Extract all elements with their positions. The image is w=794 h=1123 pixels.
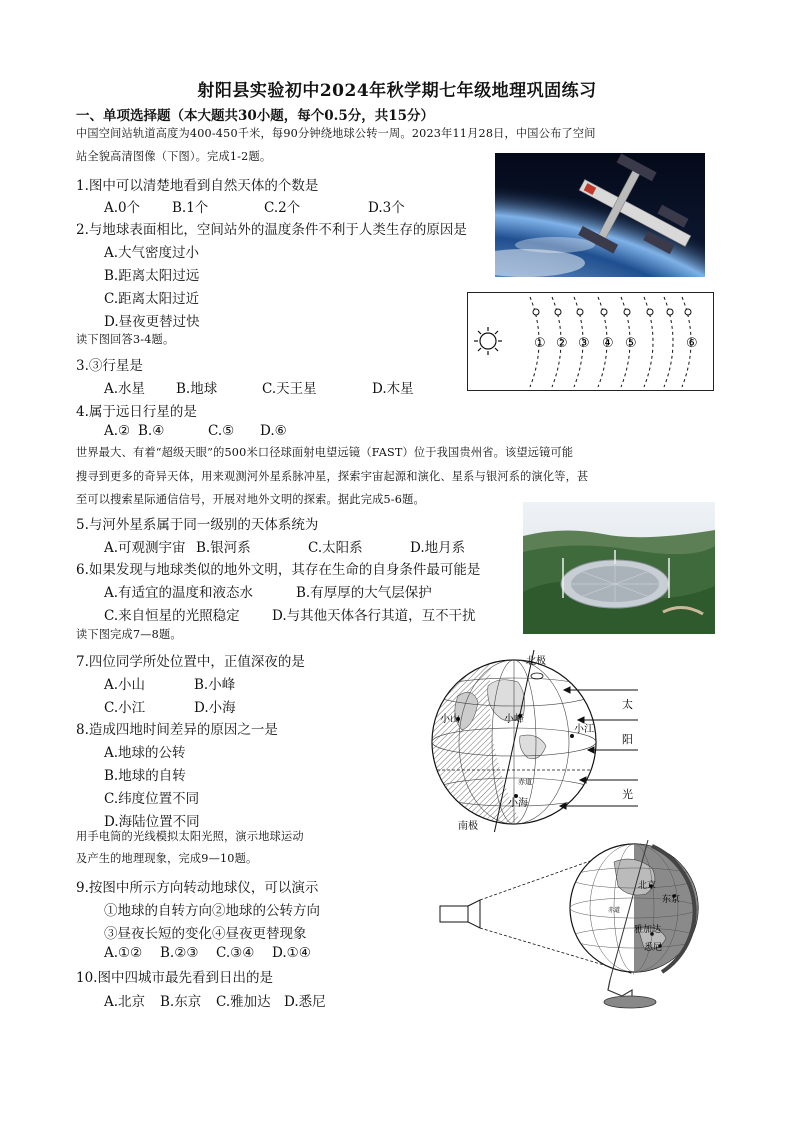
intro-passage-4: 读下图完成7—8题。 [76,628,182,641]
point-label-xiaofeng: 小峰 [504,714,524,725]
q8-option-d[interactable]: D.海陆位置不同 [104,814,200,830]
city-label-sydney: 悉尼 [644,943,663,953]
fast-telescope-image [523,502,715,634]
q8-option-c[interactable]: C.纬度位置不同 [104,791,200,807]
city-label-tokyo: 东京 [662,895,681,905]
q6-option-c[interactable]: C.来自恒星的光照稳定 [104,608,240,624]
q4-option-b[interactable]: B.④ [138,423,165,439]
q9-statement-line-1: ①地球的自转方向②地球的公转方向 [104,903,320,919]
question-1-stem: 1.图中可以清楚地看到自然天体的个数是 [76,178,319,194]
intro-line: 世界最大、有着“超级天眼”的500米口径球面射电望远镜（FAST）位于我国贵州省。该望远镜可能 [76,446,574,459]
q5-option-d[interactable]: D.地月系 [410,540,466,556]
page-title: 射阳县实验初中2024年秋学期七年级地理巩固练习 [197,81,597,101]
question-6-stem: 6.如果发现与地球类似的地外文明，其存在生命的自身条件最可能是 [76,562,481,578]
planet-marker [685,309,691,315]
question-3-stem: 3.③行星是 [76,358,143,374]
planet-marker [624,309,630,315]
q3-option-d[interactable]: D.木星 [372,381,414,397]
q6-option-b[interactable]: B.有厚厚的大气层保护 [296,585,432,601]
planet-number-label: ④ [602,336,614,351]
q9-option-a[interactable]: A.①② [104,945,143,961]
section-heading: 一、单项选择题（本大题共30小题，每个0.5分，共15分） [76,108,435,124]
q2-option-d[interactable]: D.昼夜更替过快 [104,314,200,330]
intro-line: 站全貌高清图像（下图）。完成1-2题。 [76,150,272,163]
solar-system-figure [467,292,714,391]
q4-option-d[interactable]: D.⑥ [260,423,287,439]
intro-passage-3 [76,441,588,512]
intro-line: 用手电筒的光线模拟太阳光照，演示地球运动 [76,830,304,843]
q6-option-a[interactable]: A.有适宜的温度和液态水 [104,585,254,601]
intro-passage-2: 读下图回答3-4题。 [76,333,175,346]
q5-option-c[interactable]: C.太阳系 [308,540,363,556]
q2-option-b[interactable]: B.距离太阳过远 [104,268,200,284]
planet-number-label: ⑥ [686,336,698,351]
point-label-xiaohai: 小海 [508,798,528,809]
point-label-xiaoshan: 小山 [440,714,460,725]
question-8-stem: 8.造成四地时间差异的原因之一是 [76,722,278,738]
planet-number-label: ⑤ [625,336,637,351]
flashlight-icon [440,900,480,928]
q10-option-d[interactable]: D.悉尼 [284,994,326,1010]
question-7-stem: 7.四位同学所处位置中，正值深夜的是 [76,654,305,670]
q1-option-a[interactable]: A.0个 [104,200,141,216]
planet-marker [647,309,653,315]
south-pole-label: 南极 [458,821,478,832]
sunlight-label-1: 太 [622,698,633,711]
equator-label-2: 赤道 [608,907,621,914]
q7-option-d[interactable]: D.小海 [194,700,236,716]
q8-option-b[interactable]: B.地球的自转 [104,768,186,784]
q7-option-c[interactable]: C.小江 [104,700,146,716]
intro-line: 中国空间站轨道高度为400-450千米，每90分钟绕地球公转一周。2023年11月28日，中国公布了空间 [76,127,596,140]
q9-option-b[interactable]: B.②③ [160,945,199,961]
planet-number-label: ② [556,336,568,351]
equator-label: 赤道 [518,778,532,786]
q5-option-a[interactable]: A.可观测宇宙 [104,540,186,556]
q3-option-c[interactable]: C.天王星 [262,381,317,397]
question-10-stem: 10.图中四城市最先看到日出的是 [76,970,273,986]
q2-option-a[interactable]: A.大气密度过小 [104,245,200,261]
q10-option-c[interactable]: C.雅加达 [216,994,271,1010]
city-label-beijing: 北京 [638,881,657,891]
q1-option-c[interactable]: C.2个 [264,200,301,216]
question-5-stem: 5.与河外星系属于同一级别的天体系统为 [76,517,319,533]
q9-statement-line-2: ③昼夜长短的变化④昼夜更替现象 [104,926,307,942]
q3-option-b[interactable]: B.地球 [176,381,218,397]
q7-option-b[interactable]: B.小峰 [194,677,236,693]
planet-marker [577,309,583,315]
flashlight-globe-figure [438,838,720,1010]
q9-option-c[interactable]: C.③④ [216,945,255,961]
q2-option-c[interactable]: C.距离太阳过近 [104,291,200,307]
planet-marker [555,309,561,315]
question-9-stem: 9.按图中所示方向转动地球仪，可以演示 [76,880,319,896]
planet-number-label: ③ [578,336,590,351]
q7-option-a[interactable]: A.小山 [104,677,146,693]
intro-line: 及产生的地理现象，完成9—10题。 [76,852,258,865]
q8-option-a[interactable]: A.地球的公转 [104,745,186,761]
planet-marker [601,309,607,315]
q3-option-a[interactable]: A.水星 [104,381,146,397]
earth-day-night-figure [428,646,650,832]
question-2-stem: 2.与地球表面相比，空间站外的温度条件不利于人类生存的原因是 [76,222,467,238]
planet-number-label: ① [534,336,546,351]
q4-option-c[interactable]: C.⑤ [208,423,235,439]
sun-icon [474,327,502,355]
sunlight-label-3: 光 [622,788,633,801]
sunlight-label-2: 阳 [622,733,633,746]
planet-marker [667,309,673,315]
intro-line: 搜寻到更多的奇异天体，用来观测河外星系脉冲星，探索宇宙起源和演化、星系与银河系的演化等，甚 [76,469,589,483]
north-pole-label: 北极 [526,656,546,667]
q6-option-d[interactable]: D.与其他天体各行其道，互不干扰 [272,608,476,624]
q1-option-b[interactable]: B.1个 [172,200,209,216]
planet-marker [533,309,539,315]
city-label-jakarta: 雅加达 [634,925,662,935]
q10-option-a[interactable]: A.北京 [104,994,146,1010]
q10-option-b[interactable]: B.东京 [160,994,202,1010]
intro-passage-5 [76,826,304,870]
q4-option-a[interactable]: A.② [104,423,131,439]
intro-line: 至可以搜索星际通信信号，开展对地外文明的探索。据此完成5-6题。 [76,493,425,506]
space-station-image [495,153,705,277]
q1-option-d[interactable]: D.3个 [368,200,405,216]
point-label-xiaojiang: 小江 [574,724,594,735]
q5-option-b[interactable]: B.银河系 [196,540,251,556]
q9-option-d[interactable]: D.①④ [272,945,311,961]
question-4-stem: 4.属于远日行星的是 [76,404,197,420]
